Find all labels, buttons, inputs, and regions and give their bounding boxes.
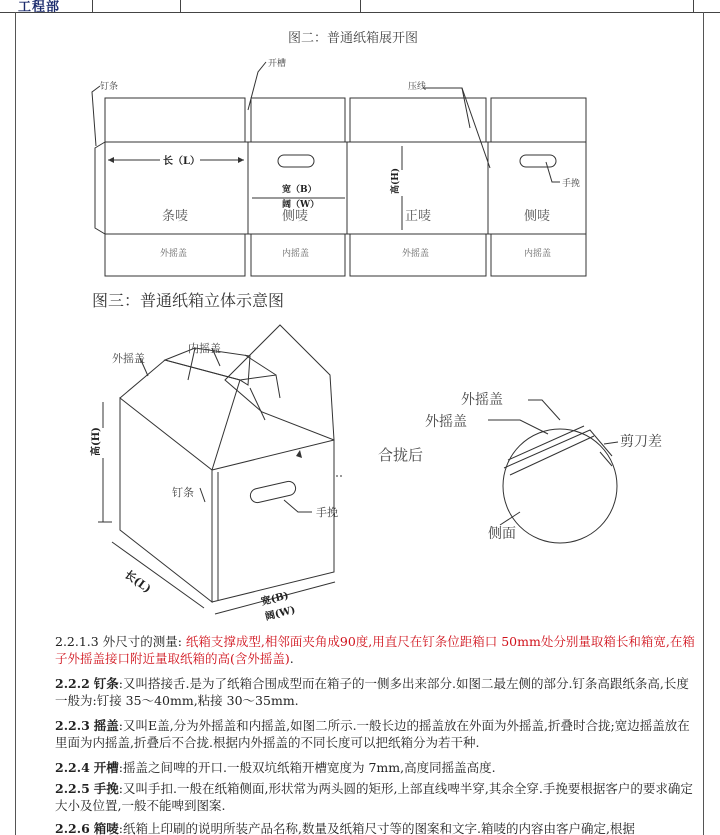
label3-chang: 长(L): [122, 567, 154, 596]
section-2-2-2: 2.2.2 钉条:又叫搭接舌.是为了纸箱合围成型而在箱子的一侧多出来部分.如图二最左侧的部分.钉条高跟纸条高,长度一般为:钉接 35～40mm,粘接 30～35mm.: [55, 676, 689, 708]
label-chang: 长（L）: [163, 156, 201, 167]
label-dingtiao: 钉条: [100, 82, 119, 92]
label-shouwan: 手挽: [562, 179, 581, 189]
label3-neiyaogai: 内摇盖: [188, 342, 221, 355]
label3-gao: 高(H): [91, 427, 102, 456]
label-waiyaogai-1: 外摇盖: [160, 249, 188, 259]
label3-jiandaocha: 剪刀差: [620, 434, 662, 450]
term-dingtiao: 钉条: [93, 676, 119, 691]
label3-dingtiao: 钉条: [172, 486, 194, 499]
label3-cemian: 侧面: [488, 526, 516, 542]
term-yaogai: 摇盖: [93, 718, 119, 733]
label3-kuan: 宽(B): [260, 590, 290, 608]
label-yaxian: 压线: [408, 82, 427, 92]
term-shouwan: 手挽: [93, 781, 119, 796]
label3-waiyaogai: 外摇盖: [112, 352, 145, 365]
section-2-2-1-3: 2.2.1.3 外尺寸的测量: 纸箱支撑成型,相邻面夹角成90度,用直尺在钉条位距箱口 50mm处分别量取箱长和箱宽,在箱子外摇盖接口附近量取纸箱的高(含外摇盖).: [55, 634, 695, 666]
label-waiyaogai-2: 外摇盖: [402, 249, 430, 259]
label3-waiyaogai-b: 外摇盖: [425, 414, 467, 430]
section-2-2-3: 2.2.3 摇盖:又叫E盖,分为外摇盖和内摇盖,如图二所示.一般长边的摇盖放在外面为外摇盖,折叠时合拢;宽边摇盖放在里面为内摇盖,折叠后不合拢.根据内外摇盖的不同长度可以把纸箱分为若干种.: [55, 718, 690, 750]
term-kaicao: 开槽: [93, 760, 119, 775]
label-zhengmai: 正唛: [405, 209, 432, 224]
figure3-box-diagram: [0, 280, 720, 630]
figure2-unfolded-diagram: [0, 0, 720, 290]
section-2-2-6: 2.2.6 箱唛:纸箱上印刷的说明所装产品名称,数量及纸箱尺寸等的图案和文字.箱唛的内容由客户确定,根据: [55, 821, 635, 835]
label-neiyaogai-2: 内摇盖: [524, 249, 552, 259]
figure3-title: 图三：普通纸箱立体示意图: [92, 291, 285, 310]
label-kuan: 宽（B）: [282, 185, 317, 195]
label-gao: 高(H): [391, 167, 401, 194]
section-2-2-5: 2.2.5 手挽:又叫手扣.一般在纸箱侧面,形状常为两头圆的矩形,上部直线啤半穿,其余全穿.手挽要根据客户的要求确定大小及位置,一般不能啤到图案.: [55, 781, 693, 813]
figure2-title: 图二：普通纸箱展开图: [288, 31, 419, 46]
label-cemai-2: 侧唛: [524, 209, 551, 224]
label-kuo: 阔（W）: [282, 200, 320, 210]
label3-helonghou: 合拢后: [378, 446, 424, 464]
label3-shouwan: 手挽: [316, 506, 338, 519]
label3-kuo: 阔(W): [264, 604, 297, 623]
label-cemai-1: 侧唛: [282, 209, 309, 224]
label-kaicao: 开槽: [268, 59, 287, 69]
label-neiyaogai-1: 内摇盖: [282, 249, 310, 259]
term-xiangmai: 箱唛: [93, 821, 119, 835]
department-label: 工程部: [18, 0, 61, 15]
section-2-2-4: 2.2.4 开槽:摇盖之间啤的开口.一般双坑纸箱开槽宽度为 7mm,高度同摇盖高度.: [55, 760, 496, 775]
label-tiaomai: 条唛: [162, 209, 189, 224]
label3-waiyaogai-a: 外摇盖: [461, 392, 503, 408]
